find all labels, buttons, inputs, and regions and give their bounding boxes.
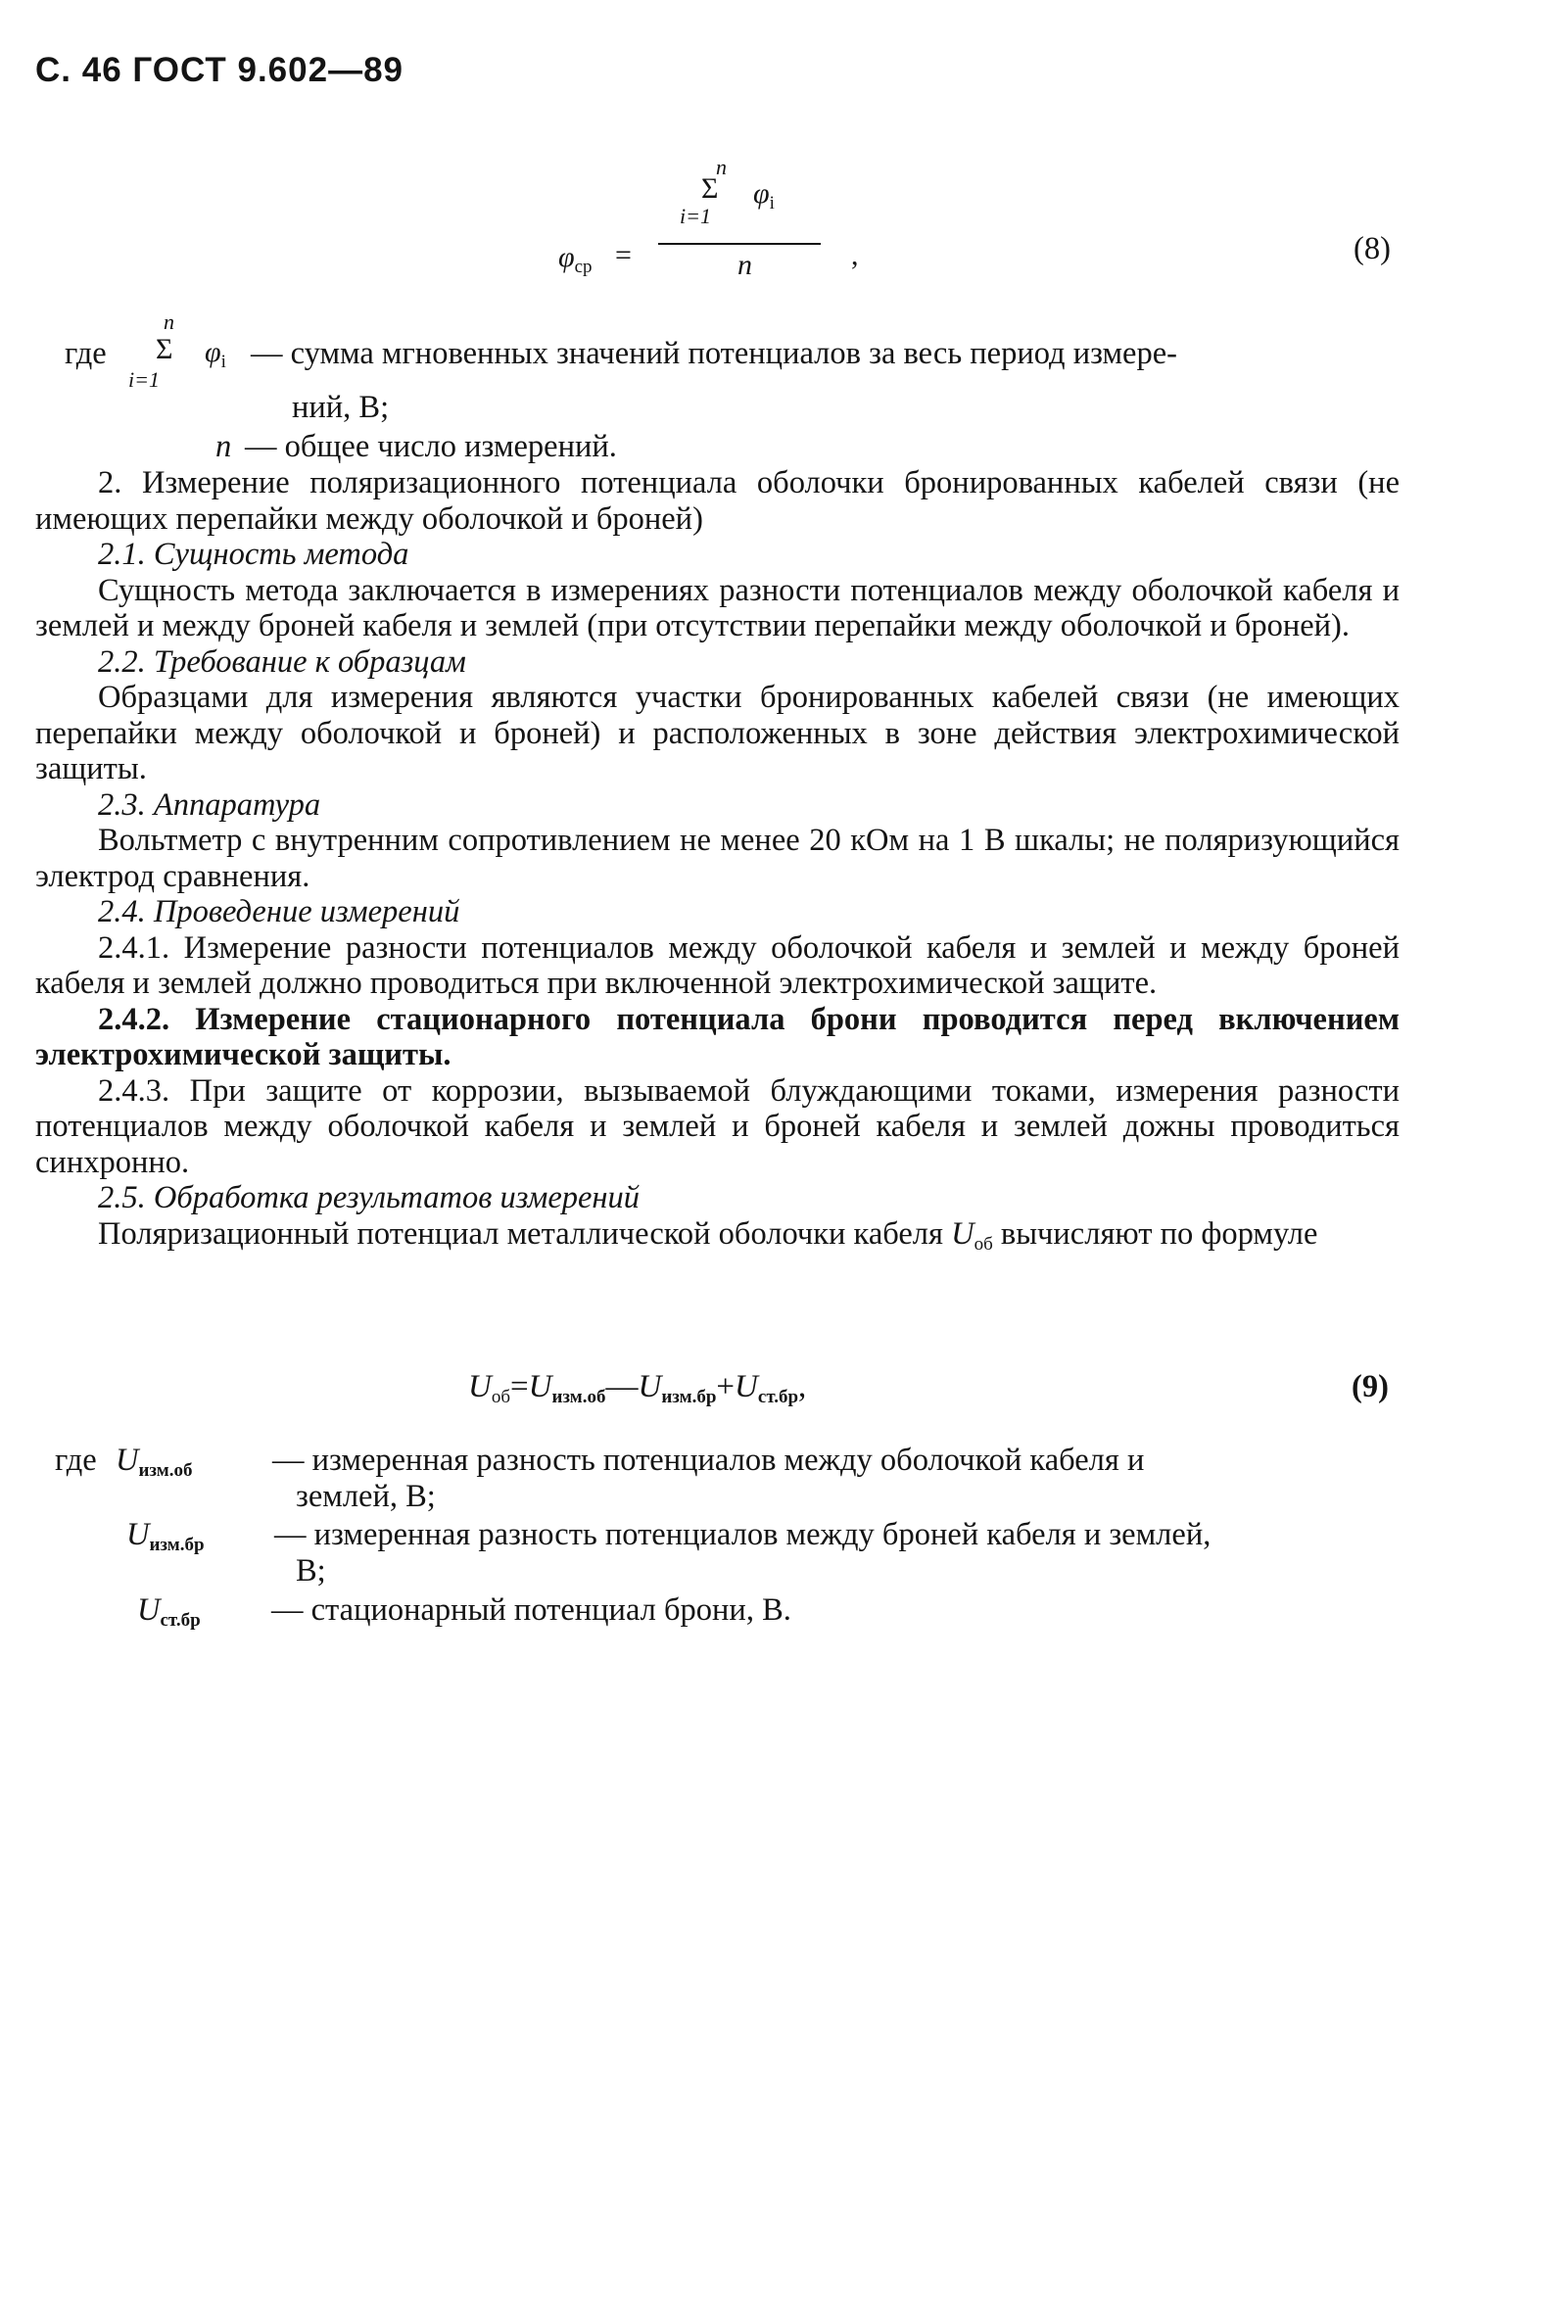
def-u-izm-ob-line2: землей, В; [296,1479,436,1514]
def-sum-upper: n [164,309,174,334]
equals-sign: = [615,239,632,271]
def-u-izm-br-line2: В; [296,1553,326,1589]
equation-number-8: (8) [1354,231,1391,266]
formula-comma: , [851,239,859,271]
main-text [35,465,1400,1257]
page-header: С. 46 ГОСТ 9.602—89 [35,51,404,89]
def-u-st-br-text: — стационарный потенциал брони, В. [271,1592,791,1628]
section-2-4-title: 2.4. Проведение измерений [98,894,460,929]
sum-upper-limit: n [716,155,727,179]
def-sum-lower: i=1 [128,367,160,392]
section-2-3-title: 2.3. Аппаратура [98,786,321,823]
section-2-title: 2. Измерение поляризационного потенциала оболочки бронированных кабелей связи (не имеющих перепайки между оболочкой и броней) [35,465,1400,537]
section-2-5-text: Поляризационный потенциал металлической оболочки кабеля Uоб вычисляют по формуле [98,1215,1318,1255]
section-2-4-3-text: 2.4.3. При защите от коррозии, вызываемой блуждающими токами, измерения разности потенциалов между оболочкой кабеля и землей и броней кабеля и землей дожны проводиться синхронно. [35,1072,1400,1180]
def-sum-text-line2: ний, В; [292,390,390,425]
formula-9: Uоб=Uизм.об—Uизм.бр+Uст.бр, [468,1369,807,1407]
sigma-symbol: Σ [701,172,719,205]
section-2-5-title: 2.5. Обработка результатов измерений [98,1180,641,1215]
phi-average: $\varphi_{ср}$ [558,241,593,277]
def-sum-text-line1: — сумма мгновенных значений потенциалов за весь период измере- [251,336,1177,371]
section-2-2-text: Образцами для измерения являются участки бронированных кабелей связи (не имеющих перепайки между оболочкой и броней) и расположенных в зоне действия электрохимической защиты. [35,680,1400,786]
def-u-st-br-symbol: Uст.бр [137,1592,201,1631]
section-2-1-title: 2.1. Сущность метода [98,537,409,572]
def-u-izm-br-symbol: Uизм.бр [126,1517,205,1555]
def-n-text: — общее число измерений. [245,429,617,464]
def-sigma: Σ [156,333,173,365]
def-u-izm-ob-line1: — измеренная разность потенциалов между оболочкой кабеля и [272,1443,1145,1478]
section-2-4-2-text: 2.4.2. Измерение стационарного потенциала брони проводится перед включением электрохимической защиты. [35,1001,1400,1072]
where-label: где [65,336,107,371]
equation-number-9: (9) [1352,1369,1389,1404]
section-2-2-title: 2.2. Требование к образцам [98,643,466,680]
sum-lower-limit: i=1 [680,204,711,228]
def-n-symbol: n [215,429,232,464]
section-2-3-text: Вольтметр с внутренним сопротивлением не менее 20 кОм на 1 В шкалы; не поляризующийся электрод сравнения. [35,823,1400,894]
where-label-2: где [55,1443,97,1478]
section-2-1-text: Сущность метода заключается в измерениях разности потенциалов между оболочкой кабеля и землей и между броней кабеля и землей (при отсутствии перепайки между оболочкой и броней). [35,572,1400,643]
fraction-bar [658,243,821,245]
def-u-izm-br-line1: — измеренная разность потенциалов между броней кабеля и землей, [274,1517,1212,1552]
def-u-izm-ob-symbol: Uизм.об [116,1443,193,1481]
phi-i-numerator: $\varphi_i$ [753,177,775,213]
denominator-n: n [737,249,752,281]
def-phi-i: $\varphi_i$ [205,336,226,372]
section-2-4-1-text: 2.4.1. Измерение разности потенциалов между оболочкой кабеля и землей и между броней кабеля и землей должно проводиться при включенной электрохимической защите. [35,929,1400,1001]
